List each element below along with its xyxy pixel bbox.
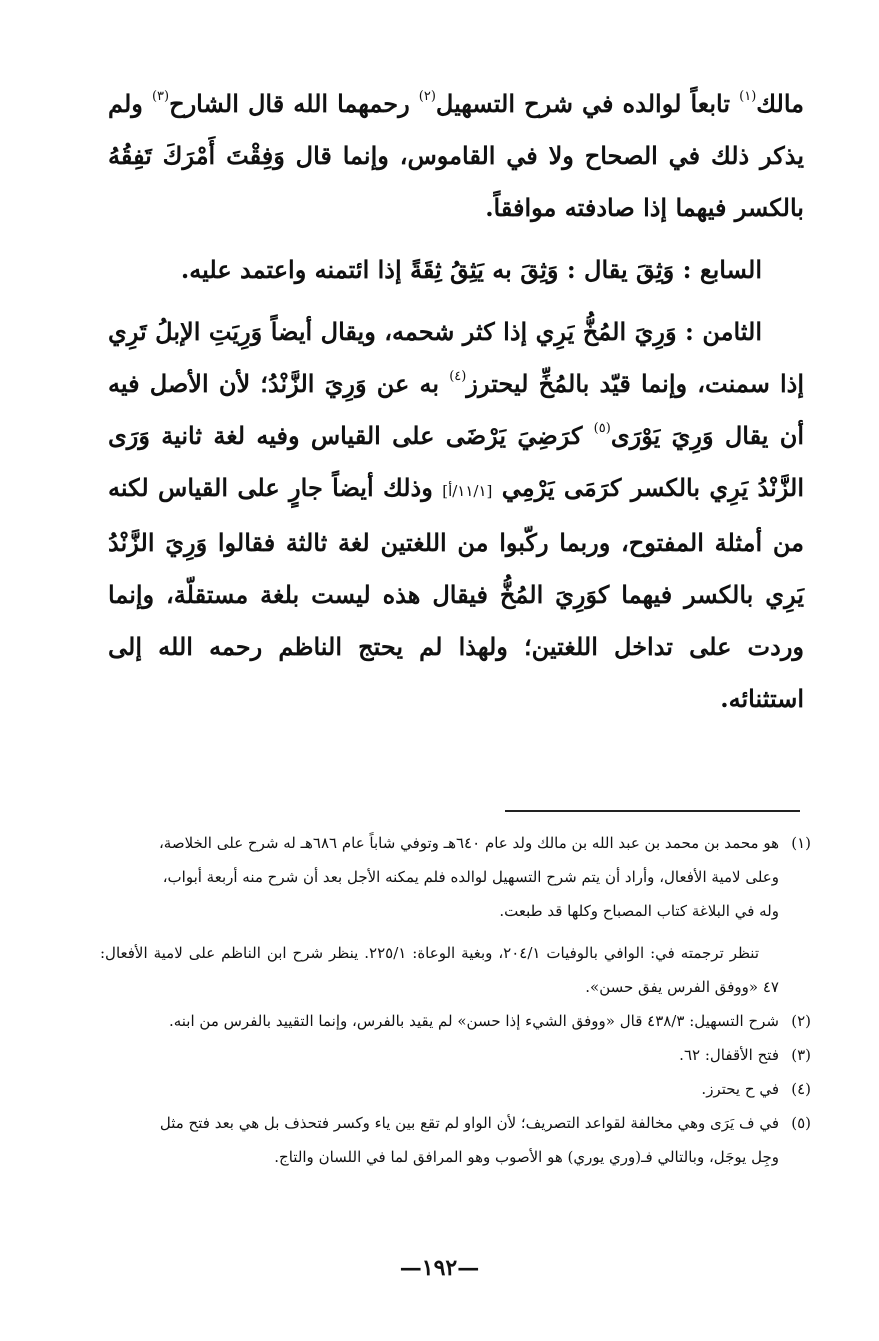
footnote-text: هو محمد بن محمد بن عبد الله بن مالك ولد عام ٦٤٠هـ وتوفي شاباً عام ٦٨٦هـ له شرح على الخلاصة، [158, 834, 779, 852]
paragraph-1-text: مالك [756, 89, 804, 118]
footnote-separator [505, 810, 800, 812]
footnote-text: فتح الأقفال: ٦٢. [679, 1046, 779, 1064]
paragraph-3-text: وذلك أيضاً جارٍ على القياس لكنه من أمثلة المفتوح، وربما ركّبوا من اللغتين لغة ثالثة فقالوا وَرِيَ الزَّنْدُ يَرِي بالكسر فيهما كوَرِيَ المُخُّ فيقال هذه ليست بلغة مستقلّة، وإنما وردت على تداخل اللغتين؛ ولهذا لم يحتج الناظم رحمه الله إلى استثنائه. [108, 473, 804, 713]
paragraph-1-text: تابعاً لوالده في شرح التسهيل [435, 89, 740, 118]
footnote-text: تنظر ترجمته في: الوافي بالوفيات ٢٠٤/١، وبغية الوعاة: ٢٢٥/١. ينظر شرح ابن الناظم على لامية الأفعال: ٤٧ «ووفق الفرس يفق حسن». [100, 944, 779, 996]
footnote-ref-2: (٢) [418, 89, 436, 104]
footnote-number: (٣) [791, 1046, 811, 1064]
footnote-text: شرح التسهيل: ٤٣٨/٣ قال «ووفق الشيء إذا حسن» لم يقيد بالفرس، وإنما التقييد بالفرس من ابنه. [168, 1012, 779, 1030]
footnote-text: في ف يَرَى وهي مخالفة لقواعد التصريف؛ لأن الواو لم تقع بين ياء وكسر فتحذف بل هي بعد فتح مثل [159, 1114, 779, 1132]
page-number: —١٩٢— [399, 1255, 480, 1281]
footnote-text: وعلى لامية الأفعال، وأراد أن يتم شرح التسهيل لوالده فلم يمكنه الأجل بعد أن شرح منه أربعة أبواب، [162, 868, 779, 886]
footnote-4 [100, 1072, 811, 1106]
footnote-5 [100, 1106, 811, 1174]
paragraph-1 [108, 78, 804, 234]
paragraph-1-text: ولم يذكر ذلك في الصحاح ولا في القاموس، وإنما قال وَفِقْتَ أَمْرَكَ تَفِقُهُ بالكسر فيهما إذا صادفته موافقاً. [108, 89, 805, 222]
paragraph-2-text: السابع : وَثِقَ يقال : وَثِقَ به يَثِقُ ثِقَةً إذا ائتمنه واعتمد عليه. [180, 255, 762, 284]
footnote-text: في ح يحترز. [701, 1080, 779, 1098]
paragraph-3-text: الثامن : وَرِيَ المُخُّ يَرِي إذا كثر شحمه، ويقال أيضاً وَرِيَتِ الإبلُ تَرِي إذا سمنت، وإنما قيّد بالمُخِّ ليحترز [108, 317, 804, 398]
paragraph-1-text: رحمهما الله قال الشارح [169, 89, 419, 118]
footnote-ref-3: (٣) [151, 89, 170, 104]
footnote-ref-5: (٥) [593, 421, 611, 436]
footnote-text: وله في البلاغة كتاب المصباح وكلها قد طبعت. [499, 902, 779, 920]
footnote-ref-4: (٤) [449, 369, 467, 384]
footnote-number: (٥) [791, 1114, 811, 1132]
footnote-text: وجِل يوجَل، وبالتالي فـ(وري يوري) هو الأصوب وهو المرافق لما في اللسان والتاج. [274, 1148, 779, 1166]
manuscript-folio-mark: [١١/١/أ] [442, 482, 493, 500]
paragraph-3 [108, 306, 804, 725]
paragraph-3-text: به عن وَرِيَ الزَّنْدُ؛ لأن الأصل فيه أن يقال وَرِيَ يَوْرَى [108, 369, 804, 450]
paragraph-2 [108, 244, 804, 296]
footnote-number: (٤) [791, 1080, 811, 1098]
main-text-body [108, 78, 804, 725]
footnote-3 [100, 1038, 811, 1072]
footnote-number: (٢) [791, 1012, 811, 1030]
footnote-ref-1: (١) [739, 89, 757, 104]
footnotes-section [100, 826, 811, 1174]
footnote-1 [100, 826, 811, 1004]
paragraph-3-text: كرَضِيَ يَرْضَى على القياس وفيه لغة ثانية وَرَى الزَّنْدُ يَرِي بالكسر كرَمَى يَرْمِي [108, 421, 805, 502]
footnote-number: (١) [791, 834, 811, 852]
footnote-2 [100, 1004, 811, 1038]
